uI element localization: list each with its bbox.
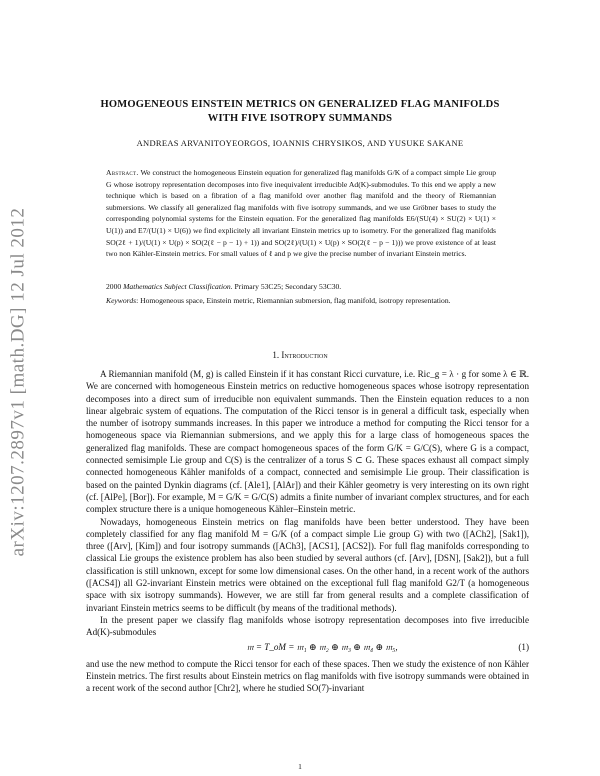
keywords-label: Keywords (106, 296, 137, 305)
section-title: Introduction (281, 350, 328, 360)
page-number: 1 (298, 762, 302, 771)
section-heading (70, 350, 530, 360)
keywords-text: : Homogeneous space, Einstein metric, Riemannian submersion, flag manifold, isotropy representation. (136, 296, 451, 305)
title-line-2: WITH FIVE ISOTROPY SUMMANDS (207, 113, 393, 124)
paragraph-2: Nowadays, homogeneous Einstein metrics on flag manifolds have been better understood. They have been completely classified for any flag manifold M = G/K (of a compact simple Lie group G) with two ([ACh2], [Sak1]), three ([Arv], [Kim]) and four isotropy summands ([ACh3], [ACS1], [ACS2]). For full flag manifolds corresponding to classical Lie groups the existence problem has also been studied by several authors (cf. [Arv], [DSN], [Sak2]), but a full classification is still unknown, except for some low dimensional cases. On the other hand, in a recent work of the authors ([ACS4]) all G2-invariant Einstein metrics were obtained on the exceptional full flag manifold G2/T (a homogeneous space with six isotropy summands). However, we are still far from general results and a complete classification of invariant Einstein metrics seems to be difficult (by means of the traditional methods). (86, 516, 529, 613)
paper-title (70, 98, 530, 126)
msc-text: Primary 53C25; Secondary 53C30. (232, 282, 342, 291)
arxiv-identifier (1, 182, 35, 582)
section-number: 1. (272, 350, 282, 360)
title-line-1: HOMOGENEOUS EINSTEIN METRICS ON GENERALIZED FLAG MANIFOLDS (100, 99, 500, 110)
paragraph-3: In the present paper we classify flag manifolds whose isotropy representation decomposes into five irreducible Ad(K)-submodules (86, 614, 529, 638)
paragraph-4: and use the new method to compute the Ricci tensor for each of these spaces. Then we study the existence of non Kähler Einstein metrics. The first results about Einstein metrics on flag manifolds with five isotropy summands were obtained in a recent work of the second author [Chr2], where he studied SO(7)-invariant (86, 658, 529, 694)
equation-formula: 𝔪 = T_oM = 𝔪₁ ⊕ 𝔪₂ ⊕ 𝔪₃ ⊕ 𝔪₄ ⊕ 𝔪₅, (246, 642, 398, 653)
equation-1 (86, 642, 529, 654)
body-text (86, 368, 529, 694)
abstract-label: Abstract. (106, 168, 139, 177)
keywords (106, 295, 496, 307)
msc-label: Mathematics Subject Classification. (123, 282, 233, 291)
paper-authors: ANDREAS ARVANITOYEORGOS, IOANNIS CHRYSIKOS, AND YUSUKE SAKANE (136, 138, 464, 148)
subject-classification (106, 281, 496, 293)
paragraph-1: A Riemannian manifold (M, g) is called Einstein if it has constant Ricci curvature, i.e. Ric_g = λ · g for some λ ∈ ℝ. We are concerned with homogeneous Einstein metrics on reductive homogeneous spaces whose isotropy representation decomposes into a direct sum of irreducible non equivalent summands. Then the Einstein equation reduces to a non linear algebraic system of equations. The computation of the Ricci tensor is in general a difficult task, especially when the number of isotropy summands increases. In this paper we introduce a method for computing the Ricci tensor for a homogeneous space via Riemannian submersions, and we apply this for a large class of homogeneous spaces the generalized flag manifolds. These are compact homogeneous spaces of the form G/K = G/C(S), where G is a compact, connected semisimple Lie group and C(S) is the centralizer of a torus S ⊂ G. These spaces exhaust all compact simply connected homogeneous Kähler manifolds of a compact, connected and semisimple Lie group. Their classification is based on the painted Dynkin diagrams (cf. [Ale1], [AlAr]) and their Kähler geometry is very interesting on its own right (cf. [AlPe], [Bor]). For example, M = G/K = G/C(S) admits a finite number of invariant complex structures, and for each complex structure there is a unique homogeneous Kähler–Einstein metric. (86, 369, 529, 515)
equation-number: (1) (518, 642, 529, 653)
abstract-text: We construct the homogeneous Einstein equation for generalized flag manifolds G/K of a compact simple Lie group G whose isotropy representation decomposes into five inequivalent irreducible Ad(K)-submodules. To this end we apply a new technique which is based on a fibration of a flag manifold over another flag manifold and the theory of Riemannian submersions. We classify all generalized flag manifolds with five isotropy summands, and we use Gröbner bases to study the corresponding polynomial systems for the Einstein equation. For the generalized flag manifolds E6/(SU(4) × SU(2) × U(1) × U(1)) and E7/(U(1) × U(6)) we find explicitely all invariant Einstein metrics up to isometry. For the generalized flag manifolds SO(2ℓ + 1)/(U(1) × U(p) × SO(2(ℓ − p − 1) + 1)) and SO(2ℓ)/(U(1) × U(p) × SO(2(ℓ − p − 1))) we prove existence of at least two non Kähler-Einstein metrics. For small values of ℓ and p we give the precise number of invariant Einstein metrics. (106, 168, 496, 259)
arxiv-id-text: arXiv:1207.2897v1 [math.DG] 12 Jul 2012 (7, 207, 28, 557)
abstract (106, 167, 496, 260)
msc-prefix: 2000 (106, 282, 124, 291)
